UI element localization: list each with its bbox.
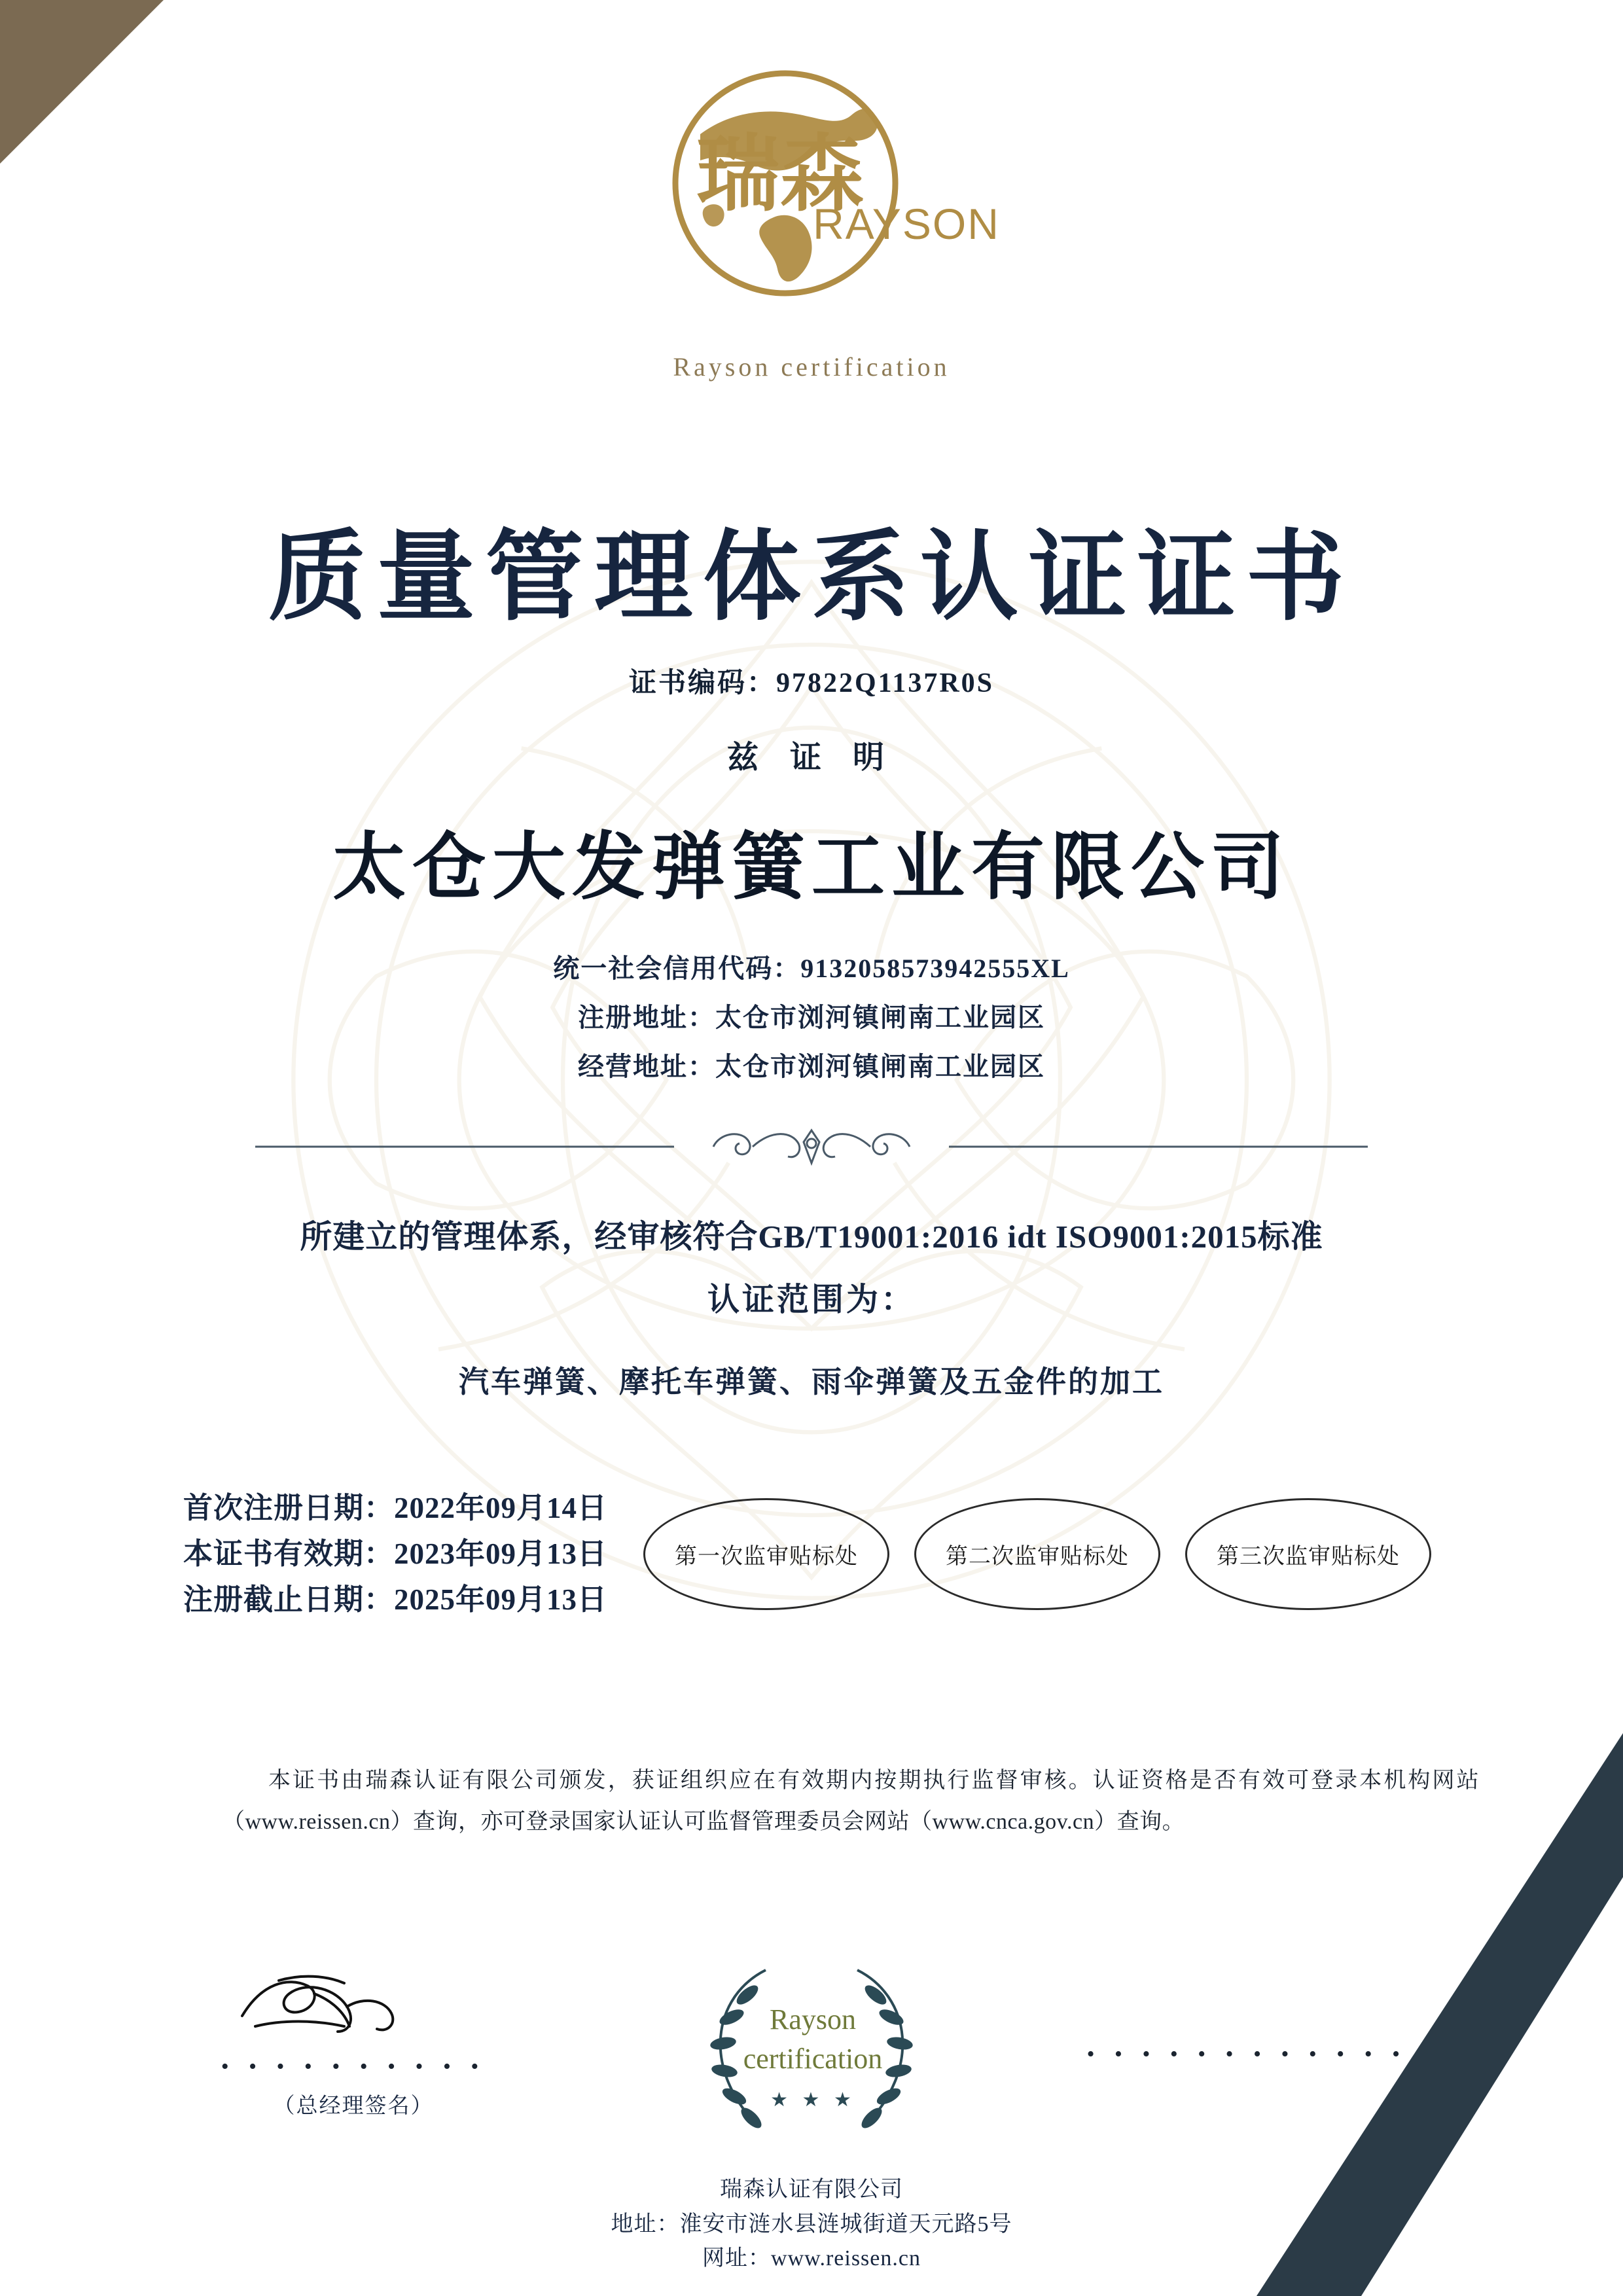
logo-text-cn: 瑞森 <box>696 125 865 223</box>
seal-text-line2: certification <box>743 2043 883 2075</box>
dates-and-surveillance-row <box>0 1486 1623 1623</box>
certificate-number-value: 97822Q1137R0S <box>776 668 995 698</box>
signature-block <box>216 1964 491 2119</box>
standard-statement: 所建立的管理体系，经审核符合GB/T19001:2016 idt ISO9001:2015标准 <box>300 1219 1323 1255</box>
scope-label: 认证范围为： <box>707 1282 916 1318</box>
surveillance-oval-2: 第二次监审贴标处 <box>914 1498 1160 1610</box>
date-expiry: 注册截止日期：2025年09月13日 <box>183 1583 608 1616</box>
handwritten-signature-icon <box>216 1964 491 2049</box>
seal-text-line1: Rayson <box>770 2003 856 2036</box>
certificate-number <box>0 661 1623 700</box>
signature-dotted-line: • • • • • • • • • • <box>221 2054 486 2079</box>
logo-text-en: RAYSON <box>813 200 1000 248</box>
logo-caption: Rayson certification <box>673 352 950 382</box>
seal-stars: ★ ★ ★ <box>770 2089 855 2111</box>
footnote-paragraph: 本证书由瑞森认证有限公司颁发，获证组织应在有效期内按期执行监督审核。认证资格是否有效可登录本机构网站（www.reissen.cn）查询，亦可登录国家认证认可监督管理委员会网站（www.cnca.gov.cn）查询。 <box>223 1768 1479 1834</box>
business-address: 经营地址：太仓市浏河镇闸南工业园区 <box>578 1052 1045 1081</box>
laurel-seal-icon <box>661 1944 962 2160</box>
dates-block <box>183 1486 607 1623</box>
surveillance-oval-3: 第三次监审贴标处 <box>1185 1498 1431 1610</box>
page-title: 质量管理体系认证证书 <box>268 519 1355 634</box>
date-first-registration: 首次注册日期：2022年09月14日 <box>183 1492 608 1524</box>
surveillance-oval-1: 第一次监审贴标处 <box>643 1498 889 1610</box>
footer-block <box>0 2173 1623 2276</box>
company-name: 太仓大发弹簧工业有限公司 <box>332 827 1291 908</box>
scope-text: 汽车弹簧、摩托车弹簧、雨伞弹簧及五金件的加工 <box>459 1365 1164 1399</box>
date-dotted-line: • • • • • • • • • • • • <box>1086 2042 1407 2066</box>
surveillance-stamp-areas <box>643 1498 1431 1610</box>
footer-website: 网址：www.reissen.cn <box>702 2246 921 2271</box>
footer-org: 瑞森认证有限公司 <box>720 2178 903 2202</box>
footnote-text <box>223 1761 1479 1843</box>
ornamental-divider <box>255 1124 1368 1170</box>
hereby-certify-text: 兹 证 明 <box>726 740 896 775</box>
footer-address: 地址：淮安市涟水县涟城街道天元路5号 <box>611 2212 1012 2236</box>
signature-caption: （总经理签名） <box>273 2094 434 2118</box>
registered-address: 注册地址：太仓市浏河镇闸南工业园区 <box>578 1003 1045 1032</box>
date-validity: 本证书有效期：2023年09月13日 <box>183 1537 608 1570</box>
signature-area <box>0 1950 1623 2166</box>
certificate-number-label: 证书编码： <box>628 668 776 698</box>
credit-code: 统一社会信用代码：9132058573942555XL <box>553 954 1070 983</box>
